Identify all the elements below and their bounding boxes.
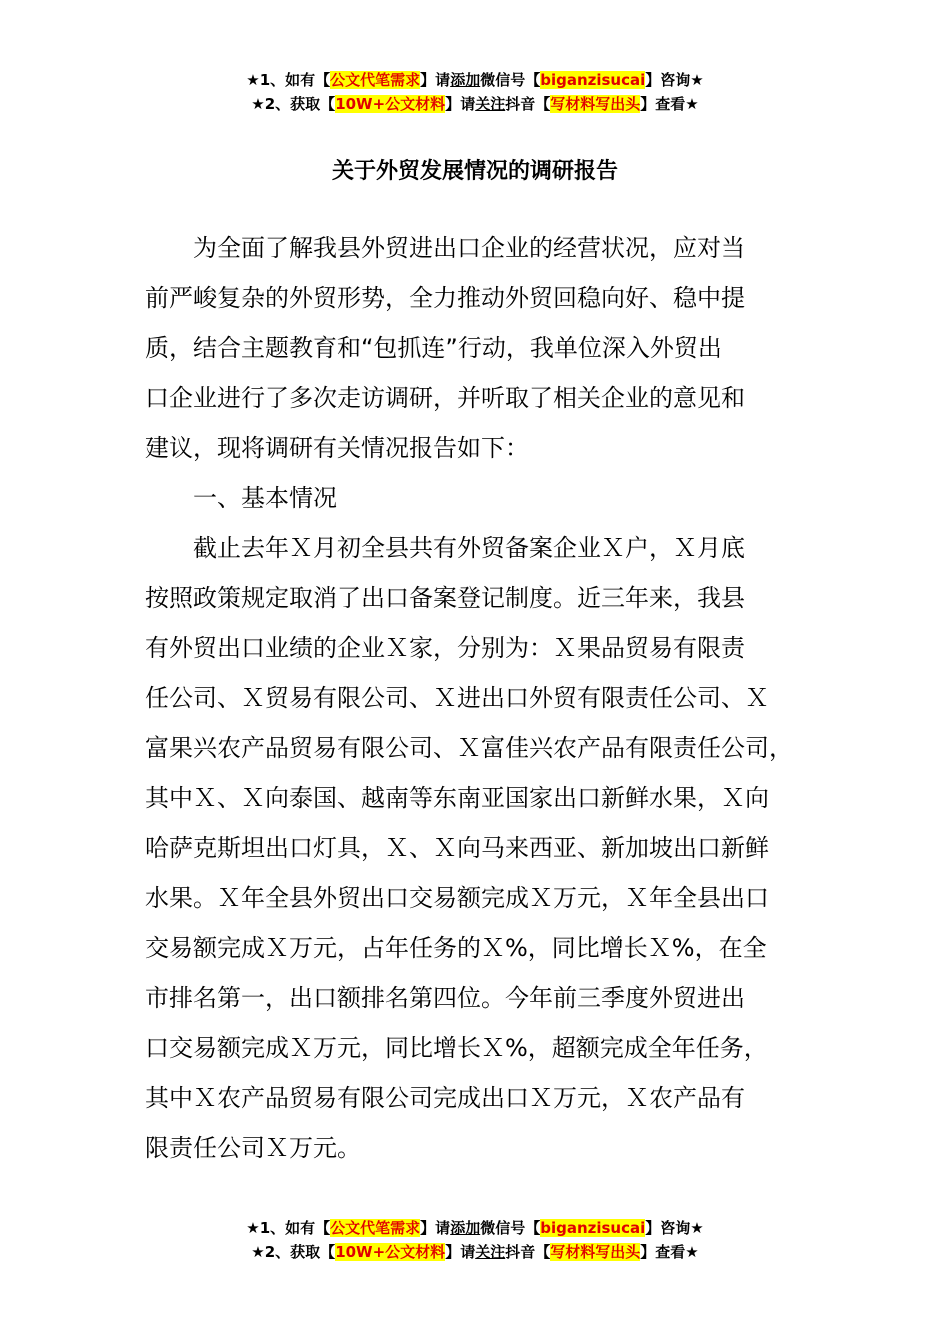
banner-highlight: 10W+公文材料 bbox=[335, 1243, 446, 1261]
banner-highlight: 写材料写出头 bbox=[550, 1243, 641, 1261]
banner-text: 】请 bbox=[420, 71, 451, 89]
body-line: 建议，现将调研有关情况报告如下： bbox=[145, 434, 529, 462]
banner-text: 】咨询★ bbox=[645, 71, 704, 89]
body-line: 口交易额完成Ｘ万元，同比增长Ｘ%，超额完成全年任务， bbox=[145, 1034, 768, 1062]
body-line: 市排名第一，出口额排名第四位。今年前三季度外贸进出 bbox=[145, 984, 745, 1012]
banner-text: 】请 bbox=[445, 95, 476, 113]
banner-underlined: 关注 bbox=[475, 1243, 506, 1261]
banner-underlined: 添加 bbox=[450, 71, 481, 89]
body-line: 哈萨克斯坦出口灯具，Ｘ、Ｘ向马来西亚、新加坡出口新鲜 bbox=[145, 834, 769, 862]
banner-highlight: 写材料写出头 bbox=[550, 95, 641, 113]
banner-highlight: 公文代笔需求 bbox=[330, 71, 421, 89]
footer-line-1 bbox=[0, 1216, 950, 1240]
banner-line-1 bbox=[0, 68, 950, 92]
banner-text: 】请 bbox=[420, 1219, 451, 1237]
document-title: 关于外贸发展情况的调研报告 bbox=[331, 159, 618, 184]
banner-highlight: 公文代笔需求 bbox=[330, 1219, 421, 1237]
banner-underlined: 关注 bbox=[475, 95, 506, 113]
banner-text: 抖音【 bbox=[505, 1243, 551, 1261]
document-body bbox=[145, 223, 835, 1173]
body-line: 口企业进行了多次走访调研，并听取了相关企业的意见和 bbox=[145, 384, 745, 412]
banner-underlined: 添加 bbox=[450, 1219, 481, 1237]
banner-text: ★2、获取【 bbox=[251, 1243, 336, 1261]
banner-text: 】咨询★ bbox=[645, 1219, 704, 1237]
body-line: 其中Ｘ农产品贸易有限公司完成出口Ｘ万元，Ｘ农产品有 bbox=[145, 1084, 745, 1112]
banner-text: 】查看★ bbox=[640, 1243, 699, 1261]
banner-highlight: 10W+公文材料 bbox=[335, 95, 446, 113]
body-line: 富果兴农产品贸易有限公司、Ｘ富佳兴农产品有限责任公司， bbox=[145, 734, 793, 762]
banner-line-2 bbox=[0, 92, 950, 116]
banner-text: 抖音【 bbox=[505, 95, 551, 113]
body-line: 按照政策规定取消了出口备案登记制度。近三年来，我县 bbox=[145, 584, 745, 612]
section-heading: 一、基本情况 bbox=[193, 484, 337, 512]
body-line: 限责任公司Ｘ万元。 bbox=[145, 1134, 361, 1162]
body-line: 前严峻复杂的外贸形势，全力推动外贸回稳向好、稳中提 bbox=[145, 284, 745, 312]
body-line: 有外贸出口业绩的企业Ｘ家，分别为：Ｘ果品贸易有限责 bbox=[145, 634, 745, 662]
banner-text: ★2、获取【 bbox=[251, 95, 336, 113]
banner-highlight: biganzisucai bbox=[540, 1219, 646, 1237]
body-line: 交易额完成Ｘ万元，占年任务的Ｘ%，同比增长Ｘ%，在全 bbox=[145, 934, 767, 962]
banner-text: 】请 bbox=[445, 1243, 476, 1261]
banner-text: 微信号【 bbox=[480, 71, 541, 89]
body-line: 截止去年Ｘ月初全县共有外贸备案企业Ｘ户，Ｘ月底 bbox=[193, 534, 745, 562]
footer-banner bbox=[0, 1216, 950, 1264]
banner-text: ★1、如有【 bbox=[246, 1219, 331, 1237]
banner-highlight: biganzisucai bbox=[540, 71, 646, 89]
body-line: 水果。Ｘ年全县外贸出口交易额完成Ｘ万元，Ｘ年全县出口 bbox=[145, 884, 769, 912]
body-line: 任公司、Ｘ贸易有限公司、Ｘ进出口外贸有限责任公司、Ｘ bbox=[145, 684, 769, 712]
body-line: 其中Ｘ、Ｘ向泰国、越南等东南亚国家出口新鲜水果，Ｘ向 bbox=[145, 784, 769, 812]
footer-line-2 bbox=[0, 1240, 950, 1264]
banner-text: 】查看★ bbox=[640, 95, 699, 113]
banner-text: ★1、如有【 bbox=[246, 71, 331, 89]
banner-text: 微信号【 bbox=[480, 1219, 541, 1237]
header-banner bbox=[0, 68, 950, 116]
body-line: 为全面了解我县外贸进出口企业的经营状况，应对当 bbox=[193, 234, 745, 262]
body-line: 质，结合主题教育和“包抓连”行动，我单位深入外贸出 bbox=[145, 334, 722, 362]
